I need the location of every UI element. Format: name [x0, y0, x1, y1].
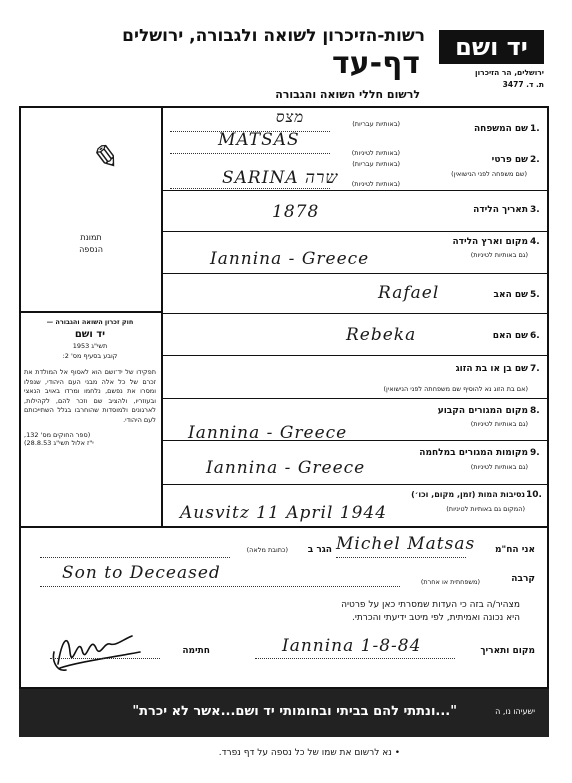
photo-label-2: הנספה [79, 245, 103, 254]
law-line-1: חוק זכרון השואה והגבורה — [46, 318, 134, 326]
family-name-latin[interactable]: MATSAS [218, 130, 300, 150]
section-sep [19, 526, 549, 528]
row-9-label: מקומות המגורים במלחמה [419, 448, 528, 458]
quote-source: ישעיהו נו, ה [495, 707, 535, 716]
row-sep [163, 231, 549, 232]
footer-note: • נא לרשום את שמו של כל נספה על דף נפרד. [218, 748, 400, 758]
row-2-sub: (שם משפחה לפני הנישואין) [451, 170, 527, 178]
relation-line [40, 586, 400, 587]
declaration-2: היא נכונה ואמיתית, לפי מיטב ידיעתי והכרתי. [351, 613, 520, 623]
row-5-num: 5. [530, 290, 540, 300]
law-line-3: תשי"ג 1953 [72, 342, 108, 350]
first-name-value[interactable]: SARINA שרה [222, 168, 339, 188]
row-8-num: 8. [530, 406, 540, 416]
photo-box-bottom [19, 311, 163, 313]
relation-hint: (משפחתית או אחרת) [420, 578, 480, 586]
permanent-residence-value[interactable]: Iannina - Greece [188, 423, 348, 443]
row-10-label: נסיבות המות (זמן, מקום, וכו׳) [411, 490, 525, 499]
mother-name-value[interactable]: Rebeka [346, 325, 417, 345]
row-2-label: שם פרטי [491, 155, 528, 165]
address-line [40, 557, 230, 558]
row-7-sub: (אם בת הזוג נא להוסיף שם משפחתה לפני הנישואין) [383, 385, 528, 393]
footer-note-text: נא לרשום את שמו של כל נספה על דף נפרד. [218, 748, 392, 758]
authority-name: רשות-הזיכרון לשואה ולגבורה, ירושלים [122, 26, 425, 46]
row-3-num: 3. [530, 205, 540, 215]
witness-i-label: אני הח"מ [495, 545, 535, 555]
row-4-num: 4. [530, 237, 540, 247]
row-4-label: מקום וארץ הלידה [452, 237, 528, 247]
row-6-num: 6. [530, 331, 540, 341]
row-2-line [170, 188, 330, 189]
family-name-hebrew[interactable]: מצס [275, 108, 305, 126]
law-box [24, 318, 156, 518]
row-2-hint-heb: (באותיות עבריות) [352, 160, 400, 168]
form-subtitle: לרשום חללי השואה והגבורה [275, 88, 420, 101]
law-line-2: יד ושם [74, 329, 106, 340]
row-sep [163, 398, 549, 399]
row-8-sub: (גם באותיות לטיניות) [470, 420, 528, 428]
left-column-divider [161, 106, 163, 526]
birth-date-value[interactable]: 1878 [272, 202, 320, 222]
photo-label-1: תמונת [80, 233, 102, 242]
form-title: דף-עד [332, 46, 420, 81]
logo-address: ירושלים, הר הזיכרון [475, 68, 544, 77]
yad-vashem-logo: יד ושם [439, 30, 544, 64]
row-9-sub: (גם באותיות לטיניות) [470, 463, 528, 471]
witness-resident-label: הגר ב [307, 545, 332, 555]
row-1-hint-heb: (באותיות עבריות) [352, 120, 400, 128]
row-1-hint-lat: (באותיות לטיניות) [351, 149, 400, 157]
logo-pobox: ת. ד. 3477 [502, 80, 544, 89]
law-body: תפקידו של יד־ושם הוא לאסוף אל המולדת את זכרם של כל אלה מבני העם היהודי, שנפלו ומסרו את נפשם, נלחמו ומרדו באויב הנאצי ובעוזריו, ולהציב שם וזכר להם, לקהילות, לארגונים ולמוסדות שהוחרבו בגלל השתייכותם לעם היהודי. [24, 368, 156, 424]
row-1-num: 1. [530, 124, 540, 134]
place-date-value[interactable]: Iannina 1-8-84 [282, 636, 422, 656]
law-line-4: קובע בסעיף מס' 2: [62, 352, 118, 360]
birth-place-value[interactable]: Iannina - Greece [210, 249, 370, 269]
witness-name[interactable]: Michel Matsas [336, 534, 476, 554]
signature-line [50, 658, 160, 659]
father-name-value[interactable]: Rafael [378, 283, 440, 303]
signature-image [48, 622, 148, 676]
witness-address-hint: (כתובת מלאה) [246, 546, 288, 554]
law-ref-2: י"ז אלול תשי"ג 28.8.53) [24, 439, 94, 447]
relation-value[interactable]: Son to Deceased [62, 563, 221, 583]
row-9-num: 9. [530, 448, 540, 458]
row-1-line-1 [170, 131, 330, 132]
row-6-label: שם האם [492, 331, 528, 341]
place-date-label: מקום ותאריך [480, 646, 535, 656]
row-sep [163, 313, 549, 314]
row-10-num: 10. [526, 490, 542, 500]
row-5-label: שם האב [493, 290, 528, 300]
photo-scribble: ✎ [89, 138, 119, 178]
photo-area [21, 108, 161, 311]
row-1-label: שם המשפחה [473, 124, 528, 134]
row-7-label: שם בן או בת הזוג [455, 364, 528, 374]
row-sep [163, 190, 549, 191]
declaration-1: מצהיר/ה בזה כי העדות שמסרתי כאן על פרטיה [341, 600, 520, 610]
row-sep [163, 484, 549, 485]
row-8-label: מקום המגורים הקבוע [437, 406, 528, 416]
row-2-hint-lat: (באותיות לטיניות) [351, 180, 400, 188]
row-sep [163, 355, 549, 356]
row-sep [163, 273, 549, 274]
name-line [336, 557, 466, 558]
law-ref-1: (ספר החוקים מס' 132, [24, 431, 91, 439]
row-4-sub: (גם באותיות לטיניות) [470, 251, 528, 259]
quote-text: "...ונתתי להם בביתי ובחומותי יד ושם...אשר לא יכרת" [132, 704, 457, 719]
death-circumstances-value[interactable]: Ausvitz 11 April 1944 [180, 503, 388, 523]
place-date-line [255, 658, 455, 659]
row-10-sub: (המקום גם באותיות לטיניות) [446, 505, 525, 513]
wartime-residence-value[interactable]: Iannina - Greece [206, 458, 366, 478]
signature-label: חתימה [182, 646, 210, 656]
row-7-num: 7. [530, 364, 540, 374]
row-2-num: 2. [530, 155, 540, 165]
row-3-label: תאריך הלידה [473, 205, 528, 215]
quote-bar [19, 689, 549, 737]
row-1-line-2 [170, 153, 330, 154]
relation-label: קרבה [511, 574, 535, 584]
